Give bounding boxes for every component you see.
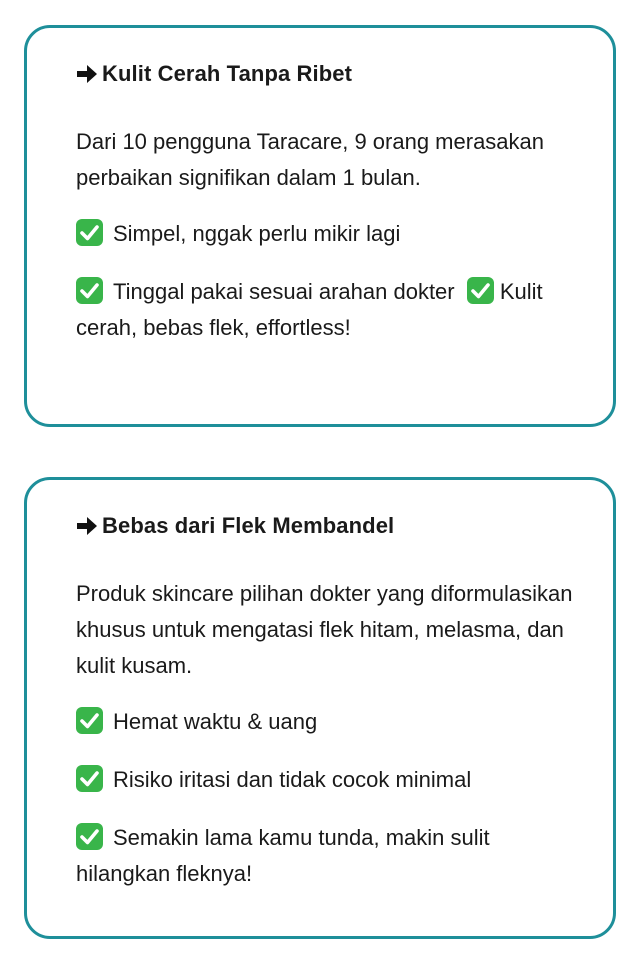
benefit-point-text: Simpel, nggak perlu mikir lagi <box>113 221 401 246</box>
benefit-point-text: Hemat waktu & uang <box>113 709 318 734</box>
card-title-row <box>76 510 573 542</box>
check-mark-button-icon <box>76 823 103 850</box>
benefit-point-text: Risiko iritasi dan tidak cocok minimal <box>113 767 472 792</box>
check-mark-button-icon <box>76 707 103 734</box>
benefit-point <box>76 274 573 346</box>
check-mark-button-icon <box>76 277 103 304</box>
benefit-point <box>76 704 573 740</box>
card-title-row <box>76 58 573 90</box>
check-mark-button-icon <box>76 765 103 792</box>
card-description: Produk skincare pilihan dokter yang diformulasikan khusus untuk mengatasi flek hitam, melasma, dan kulit kusam. <box>76 581 573 678</box>
arrow-right-icon <box>76 64 98 84</box>
benefit-point <box>76 216 573 252</box>
benefit-point <box>76 762 573 798</box>
check-mark-button-icon <box>76 219 103 246</box>
benefit-point <box>76 820 573 892</box>
benefit-card-bebas-flek <box>24 477 616 939</box>
check-mark-button-icon <box>467 277 494 304</box>
card-description: Dari 10 pengguna Taracare, 9 orang merasakan perbaikan signifikan dalam 1 bulan. <box>76 129 545 190</box>
card-title: Bebas dari Flek Membandel <box>102 513 395 538</box>
benefit-point-text: Semakin lama kamu tunda, makin sulit hilangkan fleknya! <box>76 825 490 886</box>
benefit-point-text: Kulit cerah, bebas flek, effortless! <box>76 279 543 340</box>
benefit-card-kulit-cerah <box>24 25 616 427</box>
benefit-point-text: Tinggal pakai sesuai arahan dokter <box>113 279 455 304</box>
card-title: Kulit Cerah Tanpa Ribet <box>102 61 353 86</box>
arrow-right-icon <box>76 516 98 536</box>
